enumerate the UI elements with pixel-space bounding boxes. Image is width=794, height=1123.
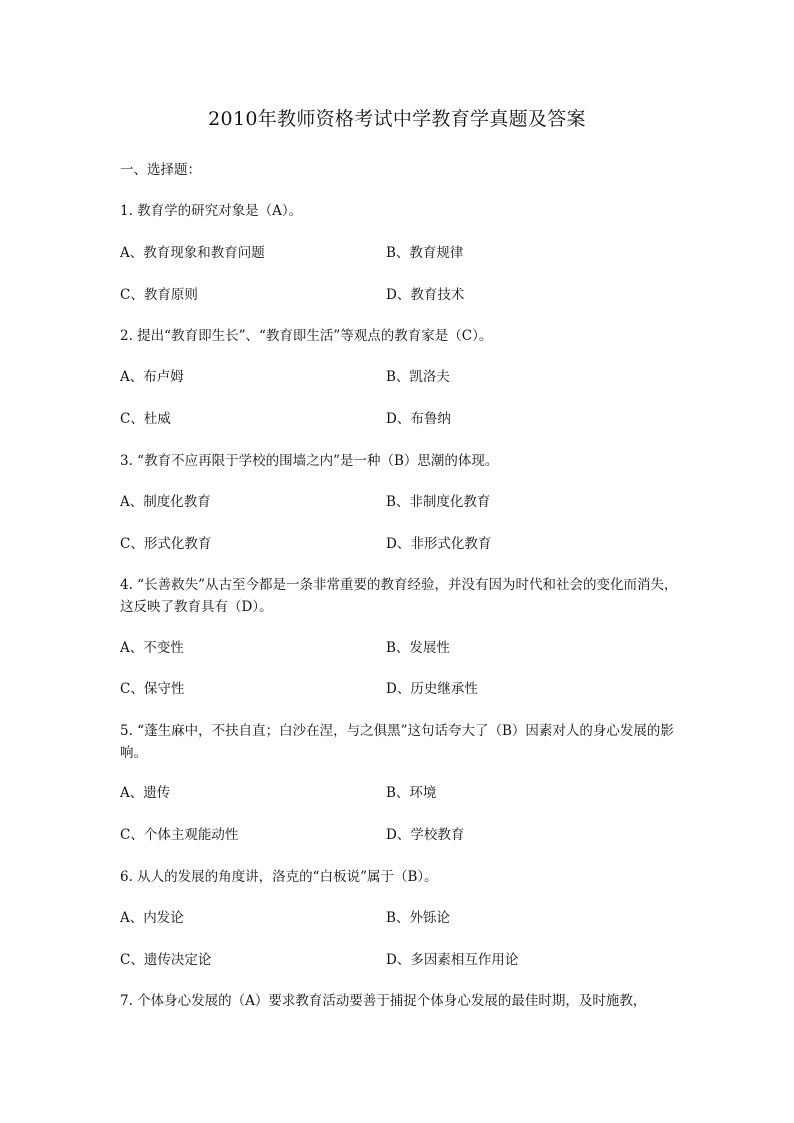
option-d: D、学校教育 — [386, 827, 465, 843]
option-a: A、遗传 — [120, 785, 171, 801]
options-row — [120, 242, 680, 264]
question-stem: 6. 从人的发展的角度讲，洛克的“白板说”属于（B）。 — [120, 869, 438, 885]
options-row — [120, 284, 680, 306]
options-row — [120, 366, 680, 388]
options-row — [120, 637, 680, 659]
option-d: D、布鲁纳 — [386, 411, 451, 427]
options-row — [120, 678, 680, 700]
document-title: 2010年教师资格考试中学教育学真题及答案 — [208, 108, 586, 130]
options-row — [120, 782, 680, 804]
question-stem: 4. “长善救失”从古至今都是一条非常重要的教育经验，并没有因为时代和社会的变化而消失，这反映了教育具有（D）。 — [120, 577, 678, 615]
options-row — [120, 907, 680, 929]
question-stem: 3. “教育不应再限于学校的围墙之内”是一种（B）思潮的体现。 — [120, 453, 499, 469]
option-a: A、布卢姆 — [120, 369, 184, 385]
options-row — [120, 824, 680, 846]
question-stem: 7. 个体身心发展的（A）要求教育活动要善于捕捉个体身心发展的最佳时期，及时施教， — [120, 993, 647, 1009]
option-d: D、教育技术 — [386, 287, 465, 303]
option-d: D、历史继承性 — [386, 681, 478, 697]
option-d: D、多因素相互作用论 — [386, 952, 519, 968]
option-a: A、内发论 — [120, 910, 184, 926]
option-a: A、教育现象和教育问题 — [120, 245, 265, 261]
question-stem: 1. 教育学的研究对象是（A）。 — [120, 203, 303, 219]
options-row — [120, 949, 680, 971]
option-c: C、遗传决定论 — [120, 952, 212, 968]
option-a: A、制度化教育 — [120, 494, 211, 510]
option-b: B、非制度化教育 — [386, 494, 491, 510]
option-d: D、非形式化教育 — [386, 536, 492, 552]
options-row — [120, 491, 680, 513]
option-b: B、外铄论 — [386, 910, 450, 926]
options-row — [120, 533, 680, 555]
option-c: C、个体主观能动性 — [120, 827, 239, 843]
option-a: A、不变性 — [120, 640, 184, 656]
option-c: C、形式化教育 — [120, 536, 212, 552]
option-b: B、环境 — [386, 785, 437, 801]
option-c: C、保守性 — [120, 681, 185, 697]
option-c: C、教育原则 — [120, 287, 198, 303]
option-b: B、教育规律 — [386, 245, 464, 261]
question-stem: 5. “蓬生麻中，不扶自直；白沙在涅，与之俱黑”这句话夸大了（B）因素对人的身心发展的影响。 — [120, 723, 674, 761]
option-c: C、杜威 — [120, 411, 171, 427]
section-heading: 一、选择题： — [120, 162, 201, 178]
question-stem: 2. 提出“教育即生长”、“教育即生活”等观点的教育家是（C）。 — [120, 328, 493, 344]
option-b: B、发展性 — [386, 640, 450, 656]
option-b: B、凯洛夫 — [386, 369, 450, 385]
options-row — [120, 408, 680, 430]
